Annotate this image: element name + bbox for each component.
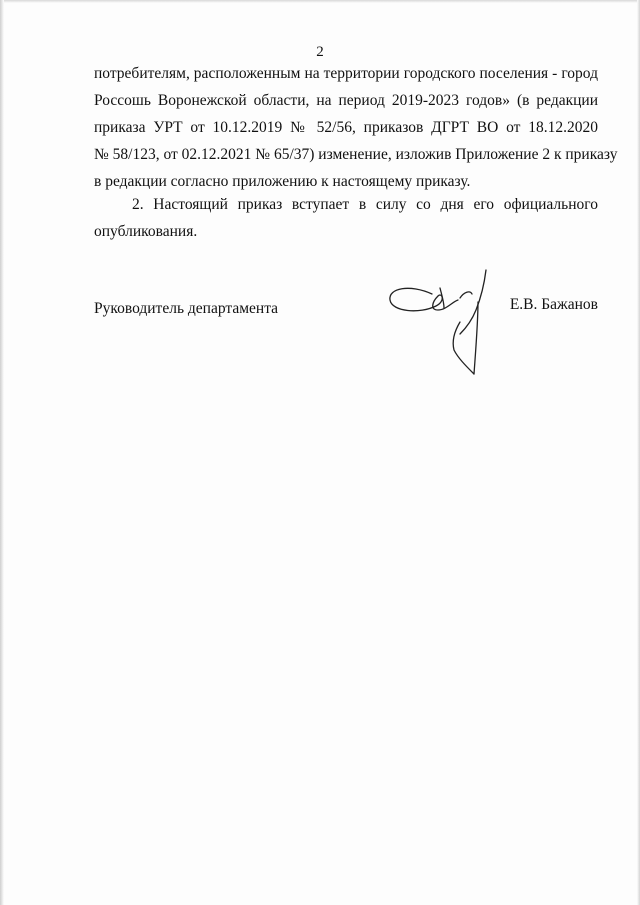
text-line: № 58/123, от 02.12.2021 № 65/37) изменение, изложив Приложение 2 к приказу [94, 146, 618, 163]
text-line: приказа УРТ от 10.12.2019 № 52/56, приказов ДГРТ ВО от 18.12.2020 [94, 119, 598, 136]
text-line: Россошь Воронежской области, на период 2019-2023 годов» (в редакции [94, 92, 598, 109]
signer-position: Руководитель департамента [94, 300, 279, 317]
text-line: 2. Настоящий приказ вступает в силу со дня его официального [132, 196, 598, 213]
paragraph-effective-date [94, 191, 598, 245]
text-line: потребителям, расположенным на территории городского поселения - город [94, 65, 598, 82]
text-line: в редакции согласно приложению к настоящему приказу. [94, 173, 471, 190]
paragraph-amendment [94, 60, 618, 195]
page-number: 2 [316, 44, 324, 60]
signer-name: Е.В. Бажанов [509, 296, 598, 313]
scan-edge-top [0, 0, 640, 3]
scan-edge-left [0, 0, 4, 905]
handwritten-signature [380, 262, 510, 380]
text-line: опубликования. [94, 223, 198, 240]
